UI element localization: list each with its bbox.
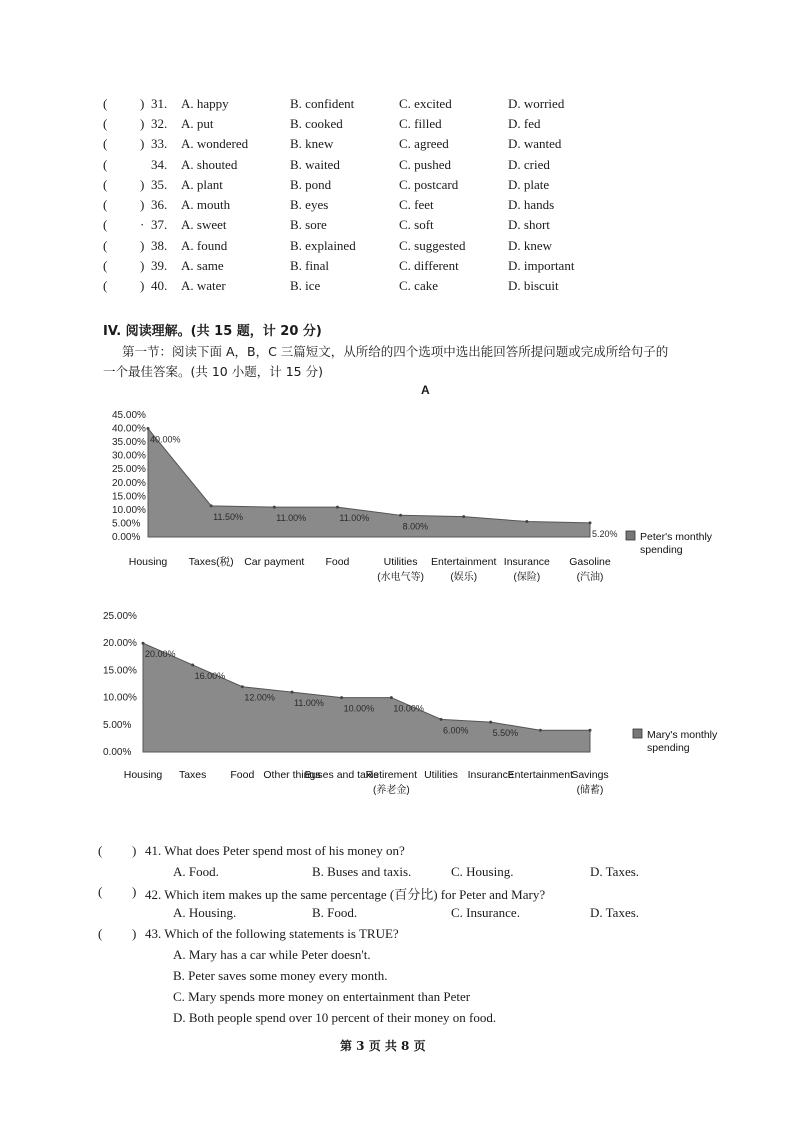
- answer-paren-open[interactable]: (: [103, 197, 108, 212]
- answer-paren-open[interactable]: (: [103, 278, 108, 293]
- data-label: 10.00%: [343, 703, 375, 714]
- question-number: 32.: [151, 116, 168, 131]
- y-tick-label: 40.00%: [112, 423, 146, 435]
- y-tick-label: 10.00%: [112, 504, 146, 516]
- y-tick-label: 15.00%: [112, 491, 146, 503]
- option-d: D. plate: [508, 177, 550, 192]
- data-point: [489, 721, 492, 724]
- answer-paren-close: ): [140, 197, 145, 212]
- option-a: A. Mary has a car while Peter doesn't.: [173, 947, 371, 962]
- option-b: B. ice: [290, 278, 321, 293]
- data-label: 11.00%: [339, 513, 370, 524]
- option-d: D. Taxes.: [590, 905, 640, 920]
- y-tick-label: 20.00%: [103, 638, 137, 650]
- x-category-sublabel: (娱乐): [450, 572, 478, 583]
- answer-paren-close: ): [132, 926, 137, 941]
- question-number: 31.: [151, 96, 168, 111]
- option-a: A. Food.: [173, 864, 219, 879]
- data-point: [539, 729, 542, 732]
- option-b: B. knew: [290, 136, 334, 151]
- answer-paren-open[interactable]: (: [103, 217, 108, 232]
- option-a: A. sweet: [181, 217, 227, 232]
- x-category-label: Other things: [263, 769, 321, 781]
- x-category-label: Entertainment: [431, 556, 497, 568]
- answer-paren-close: ): [140, 96, 145, 111]
- question-number: 36.: [151, 197, 168, 212]
- data-point: [525, 520, 528, 523]
- answer-paren-close: ): [140, 278, 145, 293]
- x-category-label: Entertainment: [507, 769, 574, 781]
- option-d: D. short: [508, 217, 550, 232]
- question-number: 37.: [151, 217, 168, 232]
- option-c: C. Housing.: [451, 864, 514, 879]
- option-b: B. pond: [290, 177, 332, 192]
- cloze-row: [0, 278, 794, 298]
- option-b: B. Buses and taxis.: [312, 864, 412, 879]
- option-a: A. Housing.: [173, 905, 237, 920]
- option-d: D. biscuit: [508, 278, 559, 293]
- data-point: [440, 718, 443, 721]
- question-number: 33.: [151, 136, 168, 151]
- x-category-sublabel: (汽油): [576, 572, 604, 583]
- data-point: [210, 504, 213, 507]
- answer-paren-close: ): [140, 258, 145, 273]
- question-number: 40.: [151, 278, 168, 293]
- option-d: D. Taxes.: [590, 864, 640, 879]
- option-b: B. explained: [290, 238, 356, 253]
- option-a: A. plant: [181, 177, 223, 192]
- x-category-sublabel: (养老金): [372, 785, 410, 796]
- option-b: B. eyes: [290, 197, 329, 212]
- answer-paren-open[interactable]: (: [103, 157, 108, 172]
- y-tick-label: 35.00%: [112, 437, 146, 449]
- question-stem: 43. Which of the following statements is TRUE?: [145, 926, 399, 941]
- question-number: 35.: [151, 177, 168, 192]
- cloze-row: [0, 157, 794, 177]
- data-label: 6.00%: [443, 725, 469, 736]
- option-a: A. happy: [181, 96, 229, 111]
- option-a: A. water: [181, 278, 226, 293]
- answer-paren-open[interactable]: (: [103, 116, 108, 131]
- option-b: B. cooked: [290, 116, 343, 131]
- cloze-row: [0, 217, 794, 237]
- answer-paren-close: ): [140, 177, 145, 192]
- data-point: [191, 663, 194, 666]
- option-c: C. excited: [399, 96, 452, 111]
- instructions-line-2: 一个最佳答案。(共 10 小题，计 15 分): [103, 364, 323, 379]
- data-label: 12.00%: [244, 692, 275, 703]
- option-b: B. Food.: [312, 905, 358, 920]
- x-category-sublabel: (保险): [513, 572, 541, 583]
- answer-paren-open[interactable]: (: [98, 926, 103, 941]
- x-category-label: Housing: [123, 769, 163, 781]
- legend-swatch: [626, 531, 635, 540]
- option-d: D. hands: [508, 197, 555, 212]
- x-category-label: Buses and taxis: [304, 769, 379, 781]
- y-tick-label: 0.00%: [112, 532, 141, 543]
- option-a: A. shouted: [181, 157, 238, 172]
- option-b: B. confident: [290, 96, 355, 111]
- x-category-label: Utilities: [424, 769, 458, 781]
- legend-label: Peter's monthly spending: [640, 531, 713, 556]
- option-c: C. filled: [399, 116, 442, 131]
- x-category-label: Taxes(税): [188, 556, 234, 568]
- x-category-label: Insurance: [467, 769, 514, 781]
- option-d: D. worried: [508, 96, 565, 111]
- answer-paren-open[interactable]: (: [103, 238, 108, 253]
- answer-paren-open[interactable]: (: [98, 884, 103, 899]
- cloze-row: [0, 96, 794, 116]
- option-c: C. feet: [399, 197, 434, 212]
- x-category-label: Insurance: [503, 556, 550, 568]
- data-label: 11.00%: [276, 513, 307, 524]
- legend-label: Mary's monthly spending: [647, 729, 718, 754]
- data-point: [589, 729, 592, 732]
- option-b: B. Peter saves some money every month.: [173, 968, 388, 983]
- option-a: A. mouth: [181, 197, 231, 212]
- data-label: 10.00%: [393, 703, 424, 714]
- option-d: D. Both people spend over 10 percent of their money on food.: [173, 1010, 497, 1025]
- option-b: B. waited: [290, 157, 340, 172]
- data-point: [142, 642, 145, 645]
- answer-paren-close: ): [140, 136, 145, 151]
- legend-swatch: [633, 729, 642, 738]
- data-point: [147, 427, 150, 430]
- answer-paren-open[interactable]: (: [98, 843, 103, 858]
- answer-paren-open[interactable]: (: [103, 177, 108, 192]
- answer-paren-close: ): [140, 116, 145, 131]
- y-tick-label: 25.00%: [112, 464, 146, 476]
- option-c: C. soft: [399, 217, 434, 232]
- data-point: [241, 685, 244, 688]
- option-d: D. knew: [508, 238, 553, 253]
- cloze-row: [0, 238, 794, 258]
- page-footer: 第 3 页 共 8 页: [340, 1039, 426, 1053]
- mary-spending-chart: [0, 600, 794, 805]
- answer-paren-close: ): [132, 884, 137, 899]
- answer-paren-close: ·: [140, 217, 145, 232]
- cloze-row: [0, 177, 794, 197]
- spending-area: [143, 643, 590, 752]
- question-stem: 41. What does Peter spend most of his money on?: [145, 843, 405, 858]
- option-c: C. different: [399, 258, 459, 273]
- option-d: D. cried: [508, 157, 550, 172]
- data-point: [291, 691, 294, 694]
- data-label: 16.00%: [194, 670, 226, 681]
- data-label: 20.00%: [145, 649, 176, 660]
- option-c: C. Insurance.: [451, 905, 520, 920]
- x-category-label: Food: [325, 556, 350, 568]
- data-label: 5.50%: [492, 728, 519, 739]
- x-category-label: Utilities: [383, 556, 418, 568]
- option-b: B. sore: [290, 217, 327, 232]
- data-label: 11.50%: [213, 511, 244, 522]
- answer-paren-close: ): [132, 843, 137, 858]
- y-tick-label: 10.00%: [103, 692, 137, 704]
- x-category-label: Food: [230, 769, 255, 781]
- instructions-line-1: 第一节：阅读下面 A，B，C 三篇短文，从所给的四个选项中选出能回答所提问题或完成所给句子的: [122, 344, 669, 359]
- option-c: C. cake: [399, 278, 438, 293]
- x-category-sublabel: (水电气等): [377, 572, 424, 583]
- option-a: A. same: [181, 258, 224, 273]
- y-tick-label: 25.00%: [103, 611, 137, 622]
- answer-paren-open[interactable]: (: [103, 258, 108, 273]
- cloze-row: [0, 116, 794, 136]
- data-point: [340, 696, 343, 699]
- option-d: D. fed: [508, 116, 541, 131]
- cloze-row: [0, 197, 794, 217]
- x-category-label: Retirement: [365, 769, 418, 781]
- option-a: A. found: [181, 238, 228, 253]
- option-c: C. postcard: [399, 177, 459, 192]
- data-label: 5.20%: [592, 528, 618, 539]
- y-tick-label: 15.00%: [103, 665, 137, 677]
- question-number: 34.: [151, 157, 168, 172]
- data-label: 11.00%: [294, 698, 324, 709]
- option-d: D. important: [508, 258, 575, 273]
- y-tick-label: 0.00%: [103, 747, 132, 758]
- section-title: IV. 阅读理解。(共 15 题，计 20 分): [103, 324, 322, 339]
- passage-label: A: [421, 383, 430, 397]
- data-label: 8.00%: [402, 521, 429, 532]
- y-tick-label: 5.00%: [103, 719, 132, 731]
- data-point: [462, 515, 465, 518]
- x-category-label: Taxes: [178, 769, 207, 781]
- y-tick-label: 20.00%: [112, 477, 146, 489]
- x-category-label: Car payment: [244, 556, 305, 568]
- option-a: A. put: [181, 116, 214, 131]
- option-d: D. wanted: [508, 136, 562, 151]
- x-category-label: Savings: [571, 769, 609, 781]
- data-point: [336, 506, 339, 509]
- option-b: B. final: [290, 258, 329, 273]
- data-point: [273, 506, 276, 509]
- peter-spending-chart: [0, 400, 794, 615]
- cloze-row: [0, 258, 794, 278]
- option-c: C. Mary spends more money on entertainment than Peter: [173, 989, 471, 1004]
- x-category-label: Gasoline: [569, 556, 611, 568]
- option-c: C. agreed: [399, 136, 449, 151]
- question-stem: 42. Which item makes up the same percentage (百分比) for Peter and Mary?: [145, 887, 546, 902]
- data-point: [589, 521, 592, 524]
- y-tick-label: 45.00%: [112, 410, 146, 421]
- answer-paren-open[interactable]: (: [103, 96, 108, 111]
- question-number: 38.: [151, 238, 168, 253]
- cloze-row: [0, 136, 794, 156]
- option-a: A. wondered: [181, 136, 249, 151]
- y-tick-label: 5.00%: [112, 518, 141, 530]
- question-number: 39.: [151, 258, 168, 273]
- y-tick-label: 30.00%: [112, 450, 146, 462]
- option-c: C. suggested: [399, 238, 466, 253]
- x-category-sublabel: (储蓄): [576, 785, 604, 796]
- data-point: [399, 514, 402, 517]
- data-label: 40.00%: [150, 434, 181, 445]
- x-category-label: Housing: [128, 556, 168, 568]
- answer-paren-open[interactable]: (: [103, 136, 108, 151]
- answer-paren-close: ): [140, 238, 145, 253]
- data-point: [390, 696, 393, 699]
- option-c: C. pushed: [399, 157, 451, 172]
